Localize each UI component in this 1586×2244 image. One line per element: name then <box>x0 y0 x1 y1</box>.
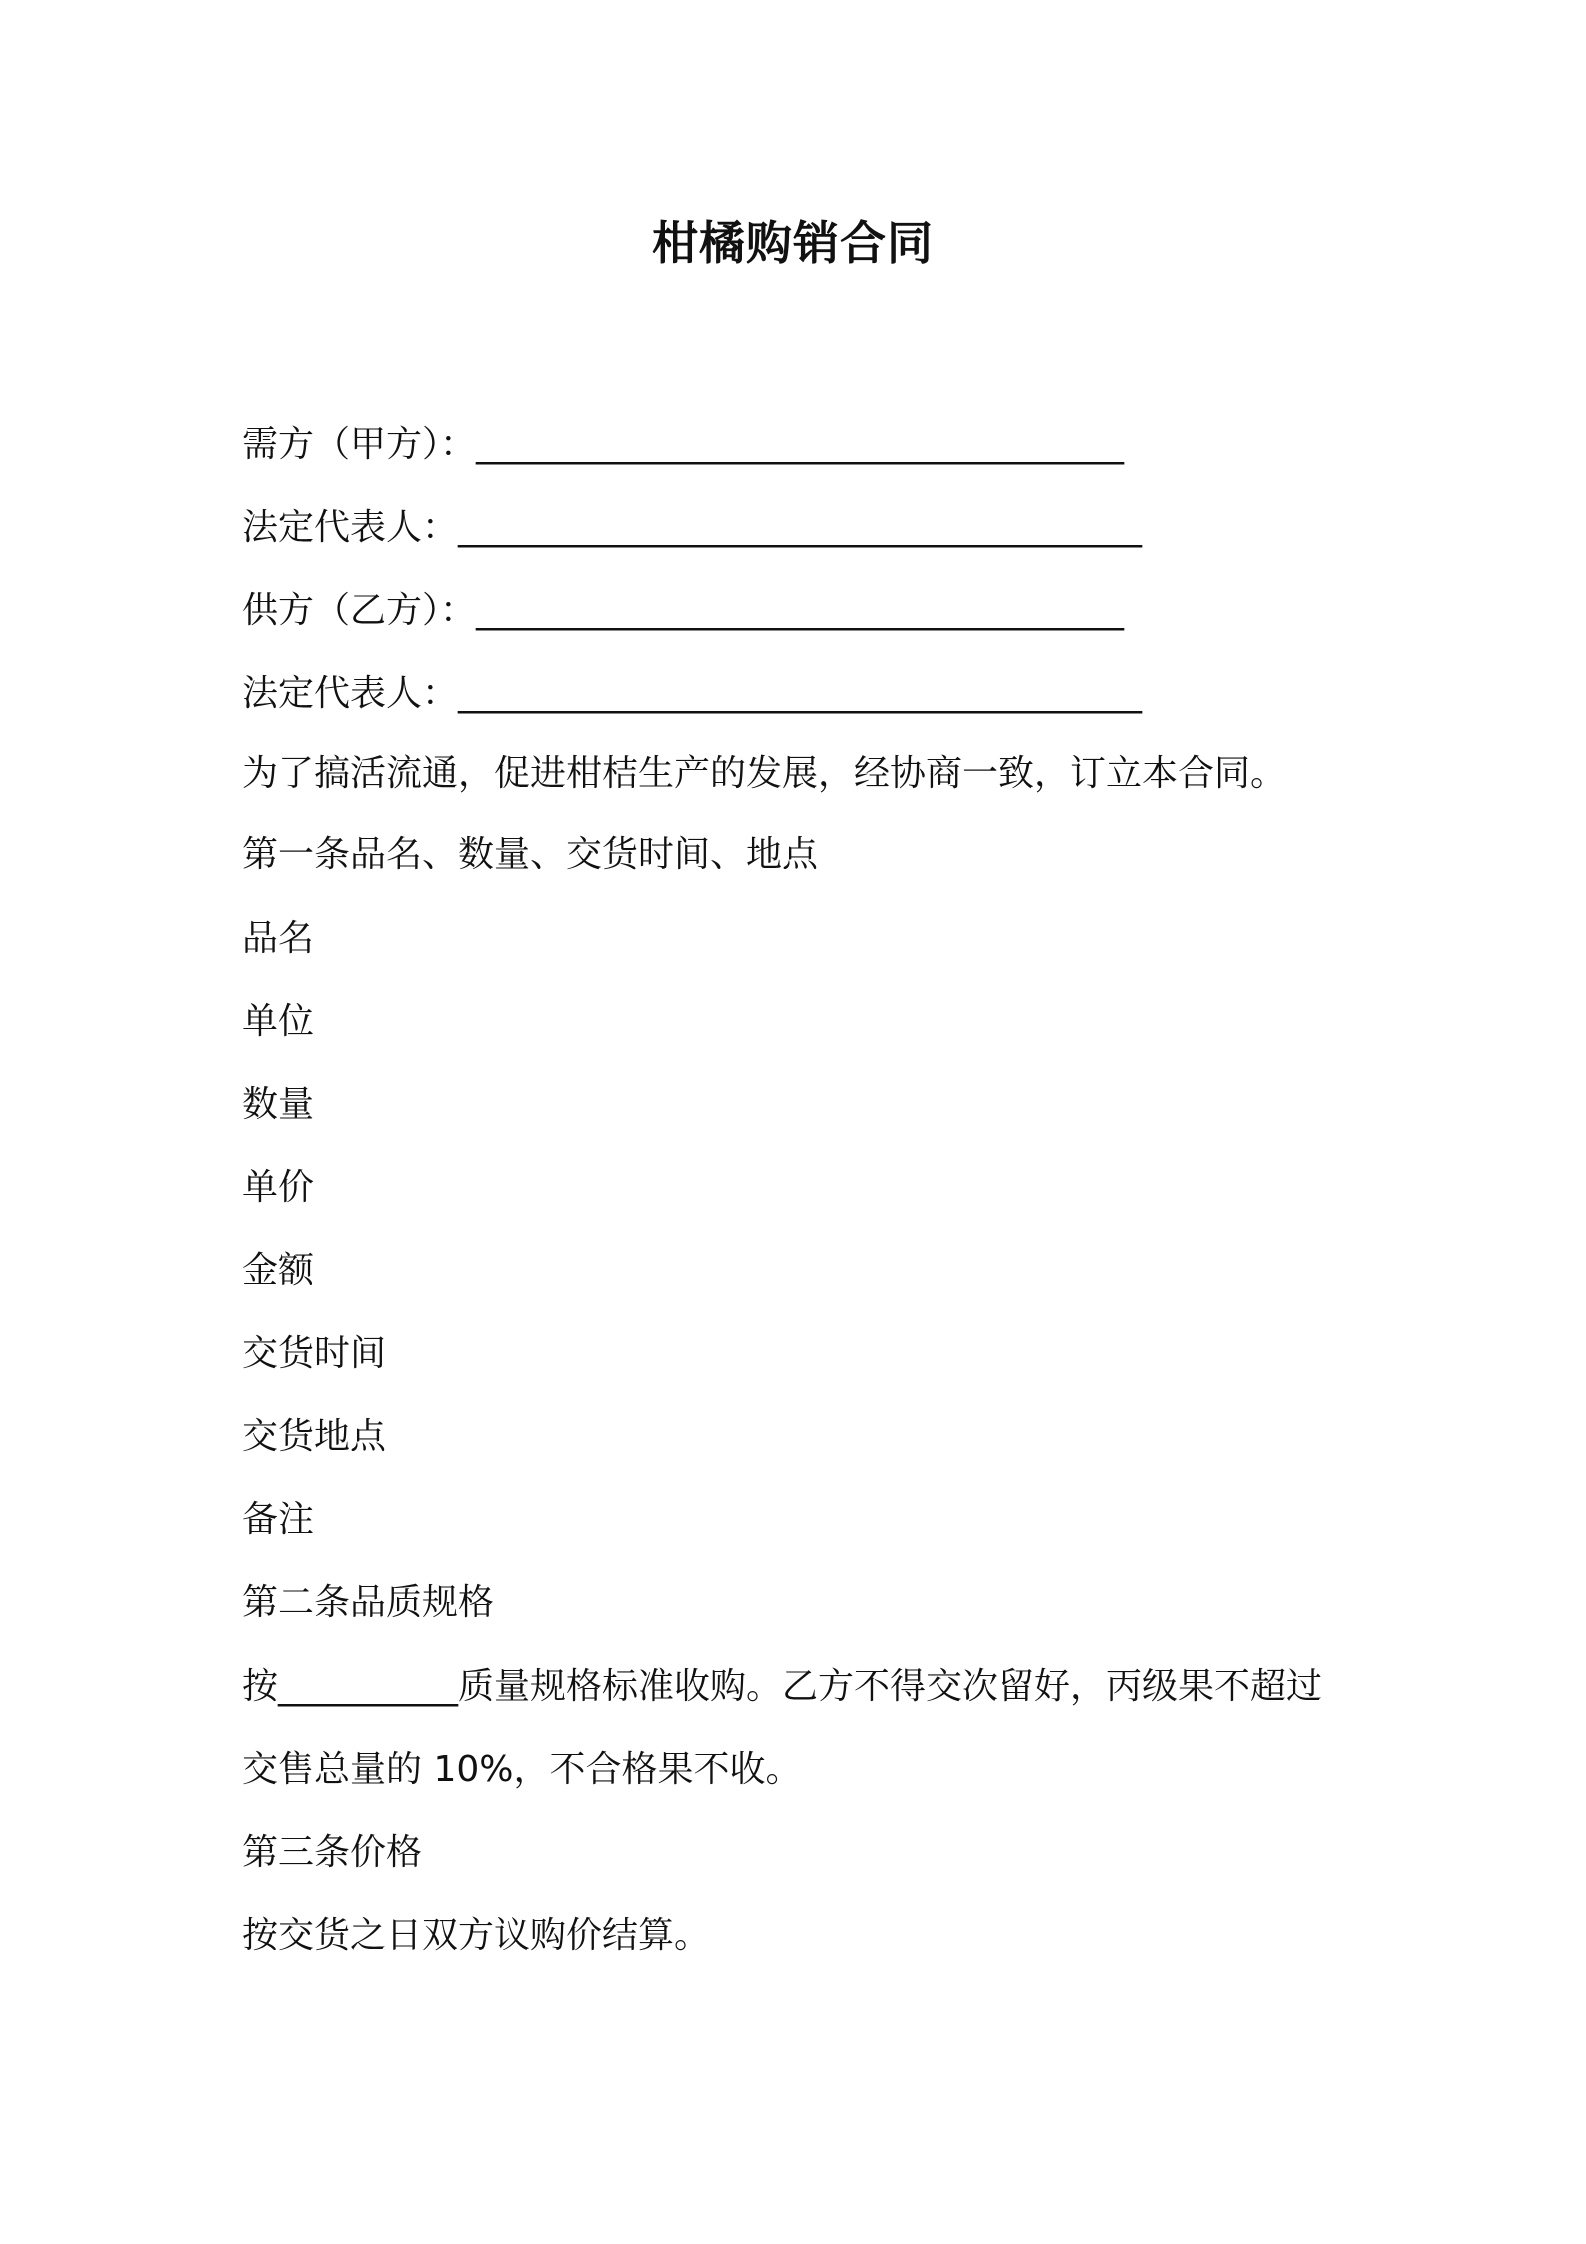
buyer-representative-line: 法定代表人：______________________________________ <box>242 507 1143 548</box>
article-1-heading: 第一条品名、数量、交货时间、地点 <box>242 834 819 875</box>
field-amount: 金额 <box>242 1250 315 1291</box>
intro-paragraph: 为了搞活流通，促进柑桔生产的发展，经协商一致，订立本合同。 <box>242 753 1287 794</box>
buyer-line: 需方（甲方）：____________________________________ <box>242 424 1125 465</box>
field-product-name: 品名 <box>242 918 315 959</box>
field-remarks: 备注 <box>242 1499 315 1540</box>
field-unit-price: 单价 <box>242 1167 315 1208</box>
article-3-heading: 第三条价格 <box>242 1832 423 1873</box>
field-delivery-time: 交货时间 <box>242 1333 387 1374</box>
field-unit: 单位 <box>242 1001 315 1042</box>
seller-representative-line: 法定代表人：______________________________________ <box>242 673 1143 714</box>
document-title: 柑橘购销合同 <box>652 216 934 270</box>
article-2-line-1: 按__________质量规格标准收购。乙方不得交次留好，丙级果不超过 <box>242 1666 1323 1707</box>
article-2-heading: 第二条品质规格 <box>242 1582 495 1623</box>
field-quantity: 数量 <box>242 1084 315 1125</box>
seller-line: 供方（乙方）：____________________________________ <box>242 590 1125 631</box>
field-delivery-place: 交货地点 <box>242 1416 387 1457</box>
article-2-line-2: 交售总量的 10%，不合格果不收。 <box>242 1749 802 1790</box>
article-3-body: 按交货之日双方议购价结算。 <box>242 1915 711 1956</box>
